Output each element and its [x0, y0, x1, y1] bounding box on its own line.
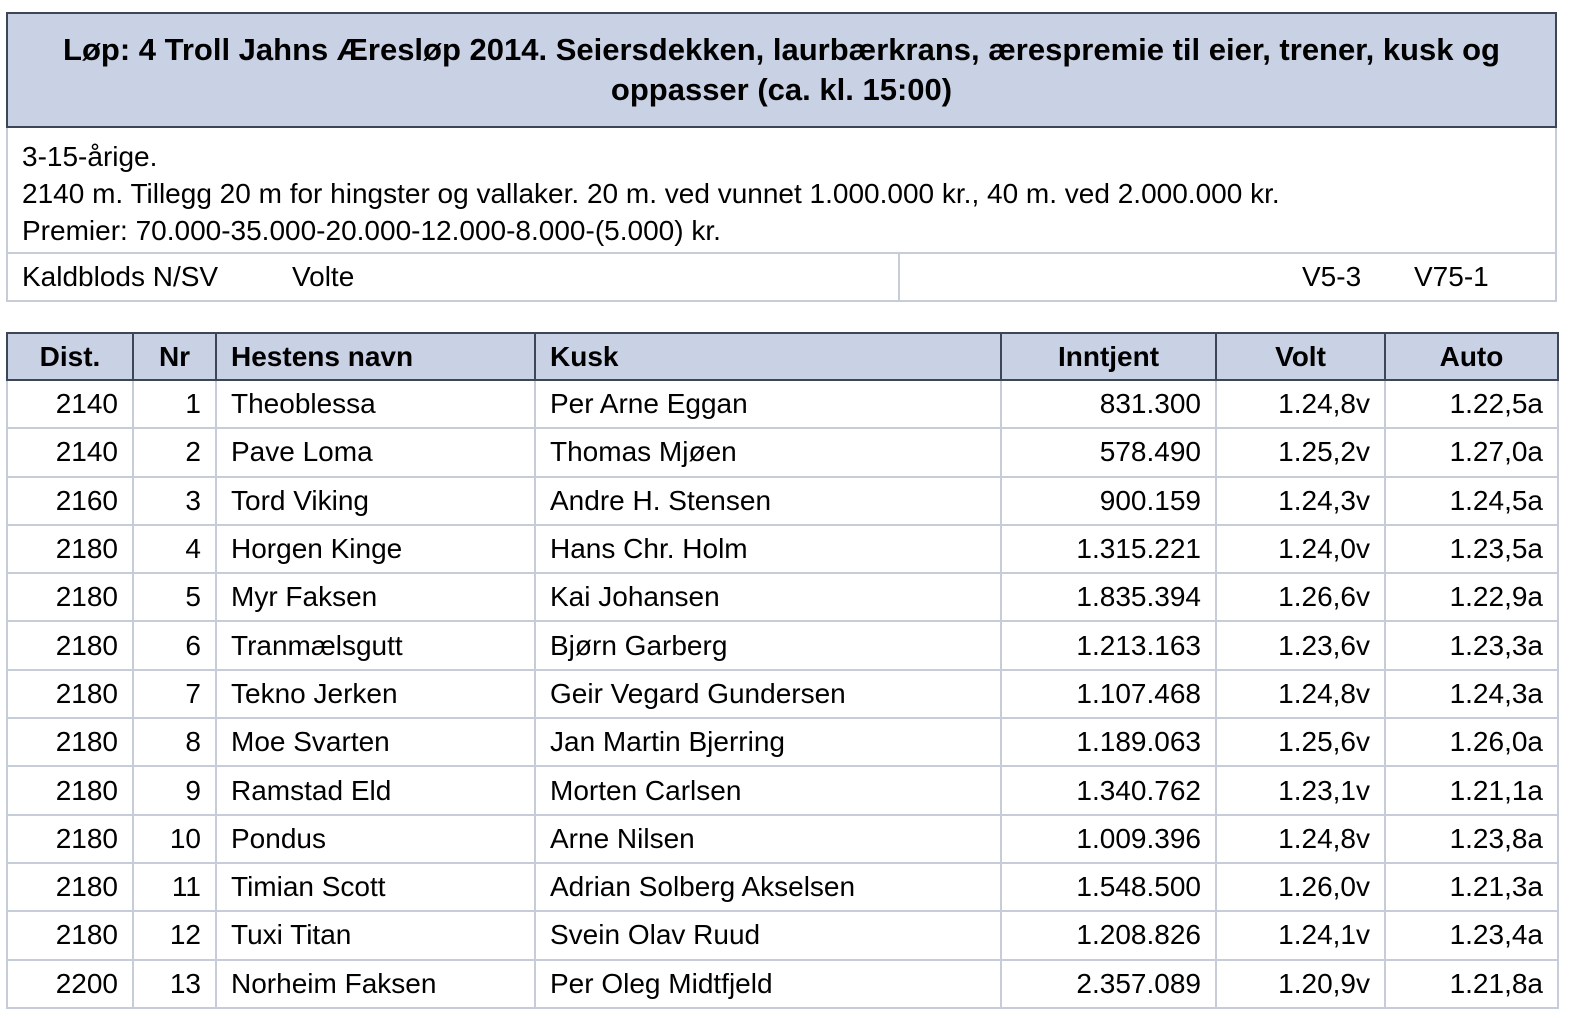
- column-header-nr: Nr: [133, 333, 216, 380]
- table-row: [7, 766, 1558, 814]
- cell-dist: 2180: [7, 718, 133, 766]
- table-row: [7, 621, 1558, 669]
- cell-volt-record: 1.25,6v: [1216, 718, 1385, 766]
- race-meta-row: [8, 252, 1555, 302]
- cell-auto-record: 1.24,5a: [1385, 477, 1558, 525]
- cell-driver: Svein Olav Ruud: [535, 911, 1001, 959]
- cell-volt-record: 1.24,8v: [1216, 380, 1385, 428]
- cell-auto-record: 1.21,1a: [1385, 766, 1558, 814]
- cell-dist: 2180: [7, 525, 133, 573]
- race-conditions: [22, 138, 1280, 249]
- prize-condition: Premier: 70.000-35.000-20.000-12.000-8.000-(5.000) kr.: [22, 215, 721, 246]
- table-row: [7, 477, 1558, 525]
- cell-earnings: 1.189.063: [1001, 718, 1216, 766]
- cell-nr: 12: [133, 911, 216, 959]
- cell-nr: 8: [133, 718, 216, 766]
- cell-volt-record: 1.20,9v: [1216, 960, 1385, 1008]
- cell-nr: 2: [133, 428, 216, 476]
- start-method-label: Volte: [292, 261, 355, 292]
- table-row: [7, 670, 1558, 718]
- column-header-auto: Auto: [1385, 333, 1558, 380]
- cell-auto-record: 1.27,0a: [1385, 428, 1558, 476]
- cell-dist: 2140: [7, 380, 133, 428]
- table-row: [7, 428, 1558, 476]
- cell-earnings: 2.357.089: [1001, 960, 1216, 1008]
- cell-earnings: 1.548.500: [1001, 863, 1216, 911]
- cell-horse-name: Horgen Kinge: [216, 525, 535, 573]
- cell-nr: 4: [133, 525, 216, 573]
- column-header-volt: Volt: [1216, 333, 1385, 380]
- cell-nr: 3: [133, 477, 216, 525]
- cell-earnings: 900.159: [1001, 477, 1216, 525]
- cell-earnings: 1.213.163: [1001, 621, 1216, 669]
- cell-earnings: 1.107.468: [1001, 670, 1216, 718]
- cell-auto-record: 1.21,8a: [1385, 960, 1558, 1008]
- cell-driver: Arne Nilsen: [535, 815, 1001, 863]
- column-header-horse: Hestens navn: [216, 333, 535, 380]
- cell-dist: 2180: [7, 621, 133, 669]
- cell-earnings: 1.009.396: [1001, 815, 1216, 863]
- cell-volt-record: 1.25,2v: [1216, 428, 1385, 476]
- cell-nr: 11: [133, 863, 216, 911]
- table-row: [7, 911, 1558, 959]
- table-row: [7, 960, 1558, 1008]
- table-row: [7, 863, 1558, 911]
- cell-volt-record: 1.23,1v: [1216, 766, 1385, 814]
- cell-auto-record: 1.21,3a: [1385, 863, 1558, 911]
- cell-horse-name: Timian Scott: [216, 863, 535, 911]
- cell-dist: 2180: [7, 766, 133, 814]
- cell-auto-record: 1.23,4a: [1385, 911, 1558, 959]
- cell-nr: 13: [133, 960, 216, 1008]
- starters-table: [6, 332, 1559, 1009]
- cell-dist: 2180: [7, 573, 133, 621]
- cell-auto-record: 1.22,9a: [1385, 573, 1558, 621]
- cell-earnings: 1.315.221: [1001, 525, 1216, 573]
- cell-driver: Per Oleg Midtfjeld: [535, 960, 1001, 1008]
- meta-divider: [898, 254, 900, 302]
- cell-volt-record: 1.24,3v: [1216, 477, 1385, 525]
- cell-driver: Kai Johansen: [535, 573, 1001, 621]
- cell-horse-name: Moe Svarten: [216, 718, 535, 766]
- race-title-box: [6, 12, 1557, 128]
- table-row: [7, 380, 1558, 428]
- column-header-dist: Dist.: [7, 333, 133, 380]
- cell-dist: 2200: [7, 960, 133, 1008]
- cell-horse-name: Theoblessa: [216, 380, 535, 428]
- cell-dist: 2180: [7, 670, 133, 718]
- cell-horse-name: Tuxi Titan: [216, 911, 535, 959]
- cell-horse-name: Myr Faksen: [216, 573, 535, 621]
- cell-volt-record: 1.26,6v: [1216, 573, 1385, 621]
- cell-auto-record: 1.22,5a: [1385, 380, 1558, 428]
- cell-auto-record: 1.24,3a: [1385, 670, 1558, 718]
- cell-dist: 2160: [7, 477, 133, 525]
- cell-horse-name: Tranmælsgutt: [216, 621, 535, 669]
- cell-volt-record: 1.24,1v: [1216, 911, 1385, 959]
- cell-earnings: 1.340.762: [1001, 766, 1216, 814]
- cell-horse-name: Tord Viking: [216, 477, 535, 525]
- table-row: [7, 718, 1558, 766]
- cell-auto-record: 1.23,3a: [1385, 621, 1558, 669]
- cell-driver: Morten Carlsen: [535, 766, 1001, 814]
- cell-driver: Geir Vegard Gundersen: [535, 670, 1001, 718]
- cell-nr: 10: [133, 815, 216, 863]
- cell-driver: Per Arne Eggan: [535, 380, 1001, 428]
- cell-volt-record: 1.24,8v: [1216, 815, 1385, 863]
- cell-horse-name: Pondus: [216, 815, 535, 863]
- cell-nr: 5: [133, 573, 216, 621]
- cell-nr: 9: [133, 766, 216, 814]
- cell-horse-name: Ramstad Eld: [216, 766, 535, 814]
- race-title: Løp: 4 Troll Jahns Æresløp 2014. Seiersdekken, laurbærkrans, ærespremie til eier, trener, kusk og oppasser (ca. kl. 15:00): [63, 32, 1500, 107]
- cell-volt-record: 1.24,8v: [1216, 670, 1385, 718]
- cell-driver: Jan Martin Bjerring: [535, 718, 1001, 766]
- cell-horse-name: Pave Loma: [216, 428, 535, 476]
- game-v75-label: V75-1: [1414, 261, 1489, 292]
- cell-auto-record: 1.26,0a: [1385, 718, 1558, 766]
- cell-volt-record: 1.23,6v: [1216, 621, 1385, 669]
- column-header-earnings: Inntjent: [1001, 333, 1216, 380]
- cell-nr: 1: [133, 380, 216, 428]
- cell-driver: Hans Chr. Holm: [535, 525, 1001, 573]
- cell-earnings: 578.490: [1001, 428, 1216, 476]
- cell-auto-record: 1.23,8a: [1385, 815, 1558, 863]
- cell-driver: Andre H. Stensen: [535, 477, 1001, 525]
- cell-dist: 2140: [7, 428, 133, 476]
- cell-horse-name: Tekno Jerken: [216, 670, 535, 718]
- cell-driver: Bjørn Garberg: [535, 621, 1001, 669]
- cell-driver: Adrian Solberg Akselsen: [535, 863, 1001, 911]
- cell-volt-record: 1.26,0v: [1216, 863, 1385, 911]
- cell-earnings: 831.300: [1001, 380, 1216, 428]
- cell-nr: 7: [133, 670, 216, 718]
- cell-dist: 2180: [7, 911, 133, 959]
- cell-dist: 2180: [7, 863, 133, 911]
- table-row: [7, 573, 1558, 621]
- race-info-box: [6, 128, 1557, 302]
- cell-driver: Thomas Mjøen: [535, 428, 1001, 476]
- table-row: [7, 815, 1558, 863]
- game-v5-label: V5-3: [1302, 261, 1362, 292]
- table-row: [7, 525, 1558, 573]
- cell-earnings: 1.835.394: [1001, 573, 1216, 621]
- cell-auto-record: 1.23,5a: [1385, 525, 1558, 573]
- cell-dist: 2180: [7, 815, 133, 863]
- age-condition: 3-15-årige.: [22, 141, 158, 172]
- cell-horse-name: Norheim Faksen: [216, 960, 535, 1008]
- distance-condition: 2140 m. Tillegg 20 m for hingster og vallaker. 20 m. ved vunnet 1.000.000 kr., 40 m. ved 2.000.000 kr.: [22, 178, 1280, 209]
- column-header-driver: Kusk: [535, 333, 1001, 380]
- table-header-row: [7, 333, 1558, 380]
- cell-nr: 6: [133, 621, 216, 669]
- cell-volt-record: 1.24,0v: [1216, 525, 1385, 573]
- breed-label: Kaldblods N/SV: [22, 261, 219, 292]
- cell-earnings: 1.208.826: [1001, 911, 1216, 959]
